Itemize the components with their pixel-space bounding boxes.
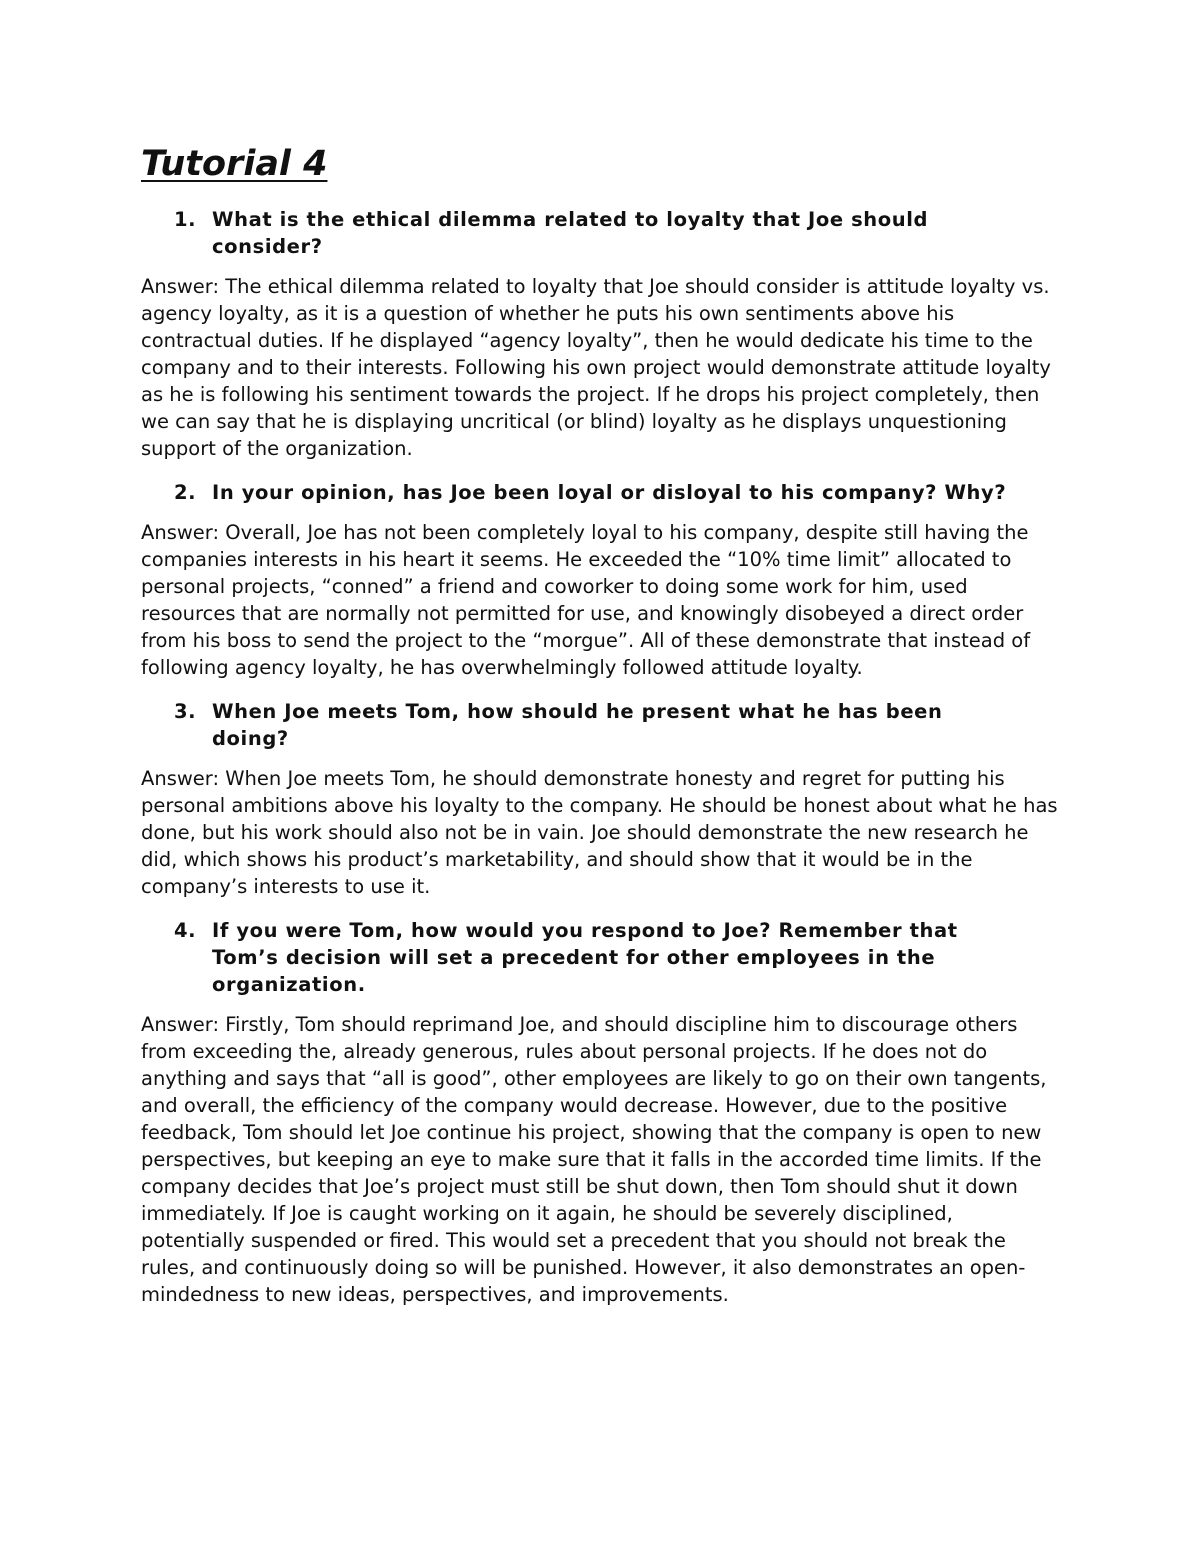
question-text: When Joe meets Tom, how should he present what he has been doing? [212,700,943,750]
answer-4: Answer: Firstly, Tom should reprimand Joe, and should discipline him to discourage others from exceeding the, already generous, rules about personal projects. If he does not do anything and says that “all is good”, other employees are likely to go on their own tangents, and overall, the efficiency of the company would decrease. However, due to the positive feedback, Tom should let Joe continue his project, showing that the company is open to new perspectives, but keeping an eye to make sure that it falls in the accorded time limits. If the company decides that Joe’s project must still be shut down, then Tom should shut it down immediately. If Joe is caught working on it again, he should be severely disciplined, potentially suspended or fired. This would set a precedent that you should not break the rules, and continuously doing so will be punished. However, it also demonstrates an open-mindedness to new ideas, perspectives, and improvements. [141,1013,1047,1306]
answer-2: Answer: Overall, Joe has not been completely loyal to his company, despite still having the companies interests in his heart it seems. He exceeded the “10% time limit” allocated to personal projects, “conned” a friend and coworker to doing some work for him, used resources that are normally not permitted for use, and knowingly disobeyed a direct order from his boss to send the project to the “morgue”. All of these demonstrate that instead of following agency loyalty, he has overwhelmingly followed attitude loyalty. [141,521,1031,679]
document-page [141,140,1061,1325]
qa-section-1 [141,206,1061,462]
qa-section-4 [141,917,1061,1308]
question-4 [141,917,1061,998]
question-text: If you were Tom, how would you respond to Joe? Remember that Tom’s decision will set a precedent for other employees in the organization. [212,919,958,996]
question-3 [141,698,1061,752]
qa-section-2 [141,479,1061,681]
question-text: What is the ethical dilemma related to loyalty that Joe should consider? [212,208,929,258]
answer-1: Answer: The ethical dilemma related to loyalty that Joe should consider is attitude loyalty vs. agency loyalty, as it is a question of whether he puts his own sentiments above his contractual duties. If he displayed “agency loyalty”, then he would dedicate his time to the company and to their interests. Following his own project would demonstrate attitude loyalty as he is following his sentiment towards the project. If he drops his project completely, then we can say that he is displaying uncritical (or blind) loyalty as he displays unquestioning support of the organization. [141,275,1051,460]
question-1 [141,206,1061,260]
question-number: 4. [174,919,197,942]
question-text: In your opinion, has Joe been loyal or disloyal to his company? Why? [212,481,1007,504]
question-number: 3. [174,700,197,723]
question-number: 1. [174,208,197,231]
qa-section-3 [141,698,1061,900]
question-number: 2. [174,481,197,504]
document-title: Tutorial 4 [141,144,328,184]
answer-3: Answer: When Joe meets Tom, he should demonstrate honesty and regret for putting his personal ambitions above his loyalty to the company. He should be honest about what he has done, but his work should also not be in vain. Joe should demonstrate the new research he did, which shows his product’s marketability, and should show that it would be in the company’s interests to use it. [141,767,1058,898]
question-2 [141,479,1061,506]
